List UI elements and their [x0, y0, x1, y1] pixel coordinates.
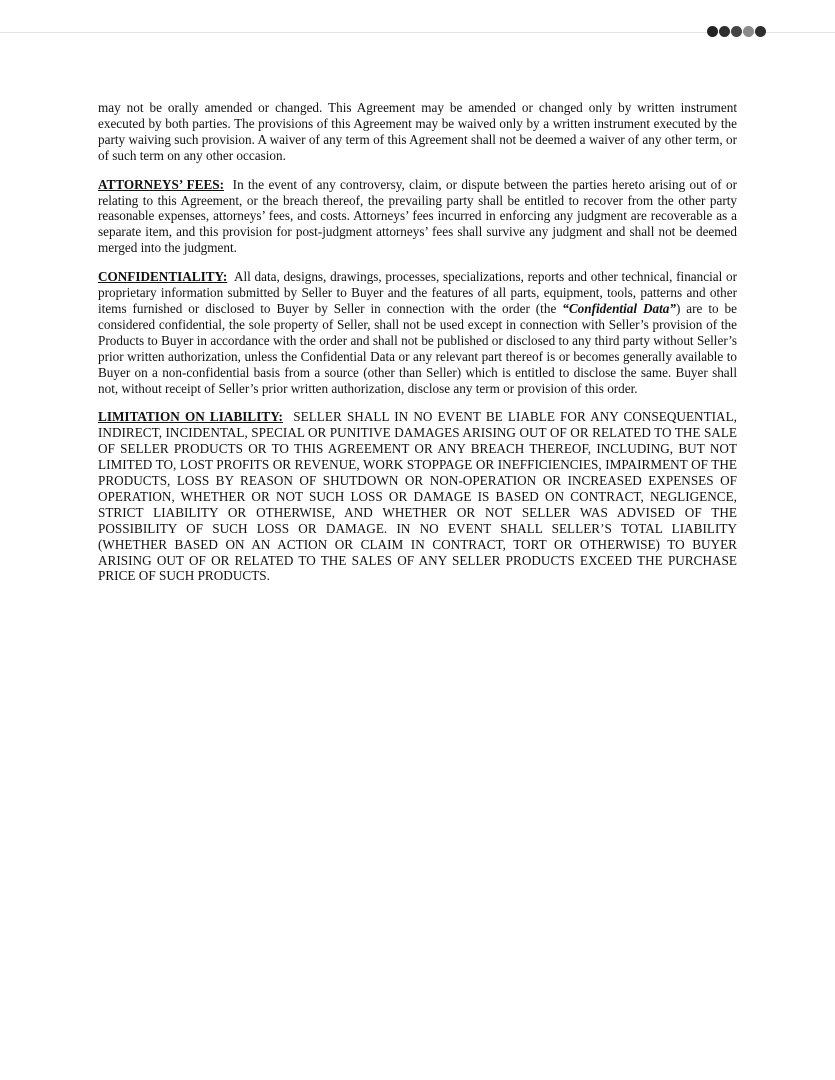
dot-icon	[707, 26, 718, 37]
continuation-paragraph	[98, 100, 737, 164]
confidential-data-term: “Confidential Data”	[562, 300, 676, 316]
dot-icon	[719, 26, 730, 37]
dot-icon	[731, 26, 742, 37]
continuation-text: may not be orally amended or changed. This Agreement may be amended or changed only by written instrument executed by both parties. The provisions of this Agreement may be waived only by a written instrument executed by the party waiving such provision. A waiver of any term of this Agreement shall not be deemed a waiver of any other term, or of such term on any other occasion.	[98, 100, 737, 163]
confidentiality-text-after: ) are to be considered confidential, the sole property of Seller, shall not be used except in connection with Seller’s provision of the Products to Buyer in accordance with the order and shall not be published or disclosed to any third party without Seller’s prior written authorization, unless the Confidential Data or any relevant part thereof is or becomes generally available to Buyer on a non-confidential basis from a source (other than Seller) which is entitled to disclose the same. Buyer shall not, without receipt of Seller’s prior written authorization, disclose any term or provision of this order.	[98, 300, 737, 396]
limitation-heading: LIMITATION ON LIABILITY:	[98, 409, 283, 425]
attorneys-fees-text: In the event of any controversy, claim, or dispute between the parties hereto arising out of or relating to this Agreement, or the breach thereof, the prevailing party shall be entitled to recover from the other party reasonable expenses, attorneys’ fees, and costs. Attorneys’ fees incurred in enforcing any judgment are recoverable as a separate item, and this provision for post-judgment attorneys’ fees shall survive any judgment and shall not be deemed merged into the judgment.	[98, 176, 737, 256]
document-body	[98, 100, 737, 597]
confidentiality-text-before: All data, designs, drawings, processes, specializations, reports and other technical, financial or proprietary information submitted by Seller to Buyer and the features of all parts, equipment, tools, patterns and other items furnished or disclosed to Buyer by Seller in connection with the order (the	[98, 269, 737, 316]
dot-icon	[755, 26, 766, 37]
dot-icon	[743, 26, 754, 37]
limitation-paragraph	[98, 409, 737, 584]
attorneys-fees-paragraph	[98, 177, 737, 257]
confidentiality-heading: CONFIDENTIALITY:	[98, 269, 228, 285]
confidentiality-paragraph	[98, 269, 737, 396]
header-dots	[707, 26, 766, 37]
attorneys-fees-heading: ATTORNEYS’ FEES:	[98, 176, 224, 192]
limitation-text: SELLER SHALL IN NO EVENT BE LIABLE FOR ANY CONSEQUENTIAL, INDIRECT, INCIDENTAL, SPECIAL OR PUNITIVE DAMAGES ARISING OUT OF OR RELATED TO THE SALE OF SELLER PRODUCTS OR TO THIS AGREEMENT OR ANY BREACH THEREOF, INCLUDING, BUT NOT LIMITED TO, LOST PROFITS OR REVENUE, WORK STOPPAGE OR INEFFICIENCIES, IMPAIRMENT OF THE PRODUCTS, LOSS BY REASON OF SHUTDOWN OR NON-OPERATION OR INCREASED EXPENSES OF OPERATION, WHETHER OR NOT SUCH LOSS OR DAMAGE IS BASED ON CONTRACT, NEGLIGENCE, STRICT LIABILITY OR OTHERWISE, AND WHETHER OR NOT SELLER WAS ADVISED OF THE POSSIBILITY OF SUCH LOSS OR DAMAGE. IN NO EVENT SHALL SELLER’S TOTAL LIABILITY (WHETHER BASED ON AN ACTION OR CLAIM IN CONTRACT, TORT OR OTHERWISE) TO BUYER ARISING OUT OF OR RELATED TO THE SALES OF ANY SELLER PRODUCTS EXCEED THE PURCHASE PRICE OF SUCH PRODUCTS.	[98, 409, 737, 584]
